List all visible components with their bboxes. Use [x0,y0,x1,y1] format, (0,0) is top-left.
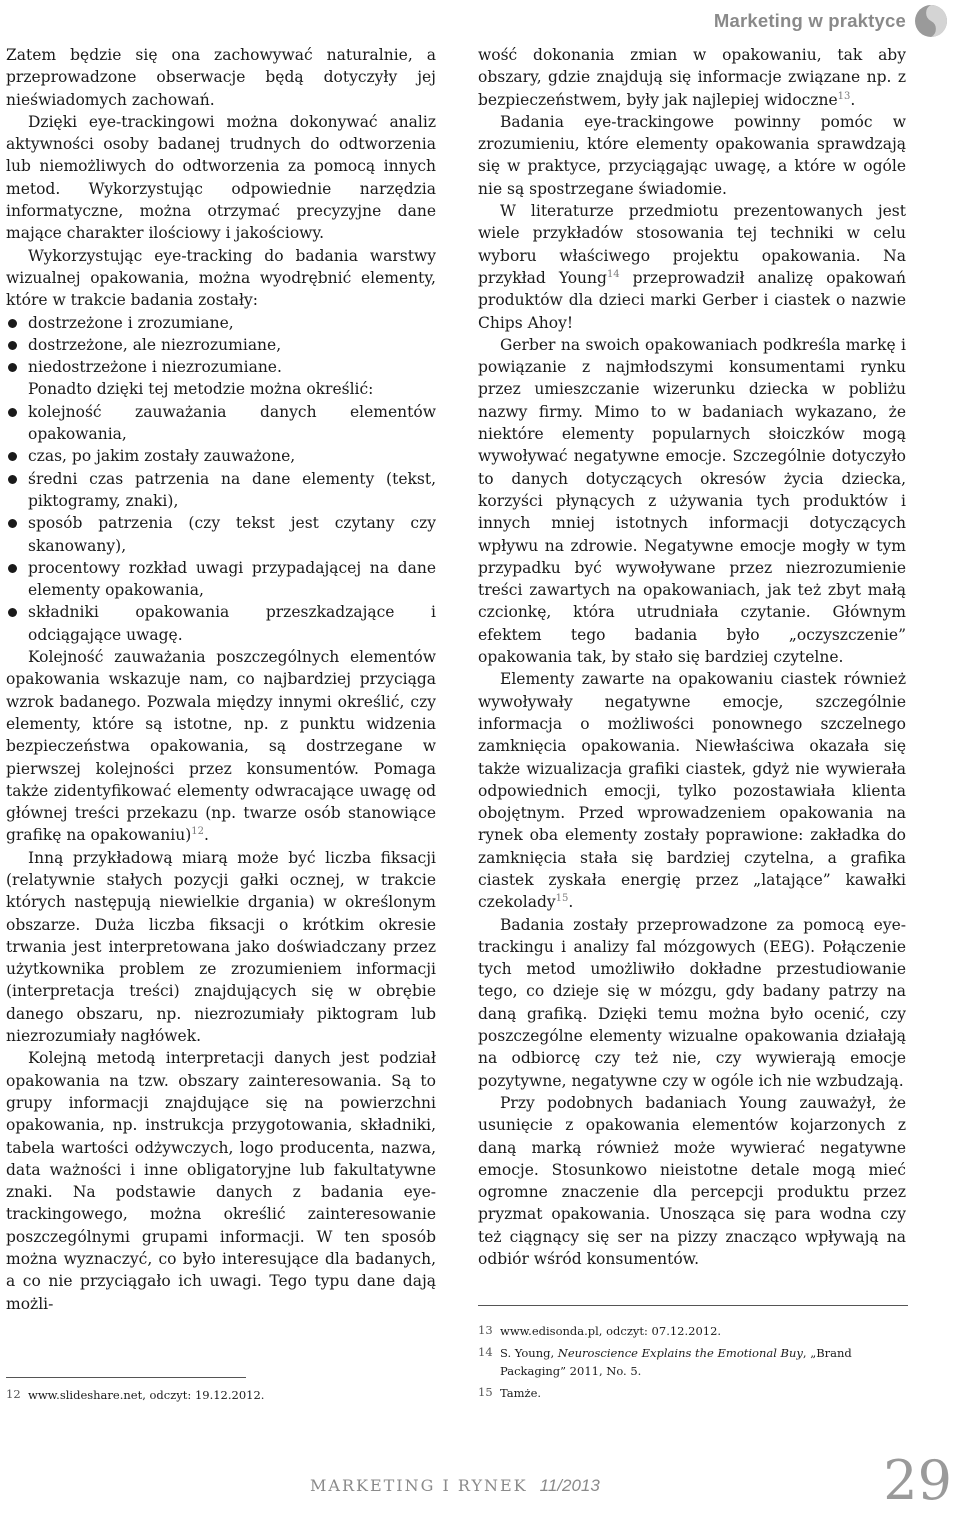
left-column [6,44,436,1315]
paragraph: Badania zostały przeprowadzone za pomocą eye-trackingu i analizy fal mózgowych (EEG). Połączenie tych metod umożliwiło dokładne przestudiowanie tego, co dzieje się w mózgu, gdy badany patrzy na daną grafiką. Dzięki temu można było ocenić, czy poszczególne elementy wizualne opakowania działają na odbiorcę czy też nie, czy wywierają emocje pozytywne, negatywne czy w ogóle ich nie wzbudzają. [478,915,906,1090]
list-item: czas, po jakim zostały zauważone, [6,445,436,467]
bullet-icon [8,341,17,350]
paragraph: W literaturze przedmiotu prezentowanych jest wiele przykładów stosowania tej techniki w celu wyboru właściwego projektu opakowania. Na przykład Young$^{14}$ przeprowadził analizę opakowań produktów dla dzieci marki Gerber i ciastek o nazwie Chips Ahoy! [478,202,906,332]
paragraph: Inną przykładową miarą może być liczba fiksacji (relatywnie stałych pozycji gałki ocznej, w trakcie których następują niewielkie drgania) w określonym obszarze. Duża liczba fiksacji o krótkim okresie trwania jest interpretowana jako doświadczany przez użytkownika problem ze zrozumieniem informacji (interpretacja treści) znajdujących się w obrębie danego obszaru, np. niezrozumiały piktogram lub niezrozumiały nagłówek. [6,848,436,1046]
footnote-ref: 12 [191,826,204,838]
right-column [478,44,906,1270]
list-item: kolejność zauważania danych elementów opakowania, [6,401,436,446]
page-footer [310,1476,600,1496]
list-item: składniki opakowania przeszkadzające i odciągające uwagę. [6,601,436,646]
issue-number: 11/2013 [539,1476,600,1495]
section-title: Marketing w praktyce [713,10,906,31]
section-header [714,4,948,38]
paragraph: Zatem będzie się ona zachowywać naturalnie, a przeprowadzone obserwacje będą dotyczyły jej nieświadomych zachowań. [6,46,436,109]
paragraph: Przy podobnych badaniach Young zauważył, że usunięcie z opakowania elementów kojarzonych z daną marką również może wywierać negatywne emocje. Stosunkowo nieistotne detale mogą mieć ogromne znaczenie dla percepcji produktu przez pryzmat opakowania. Unosząca się para wodna czy też ciągnący się ser na pizzy znacząco wpływają na odbiór wśród konsumentów. [478,1093,906,1269]
footnote-number: 12 [6,1387,21,1401]
footnote-ref: 15 [555,893,569,905]
page-number: 29 [883,1449,952,1512]
bullet-icon [8,408,17,417]
magazine-name: MARKETING I RYNEK [310,1476,528,1495]
footnote-ref: 14 [606,268,620,280]
footnote-number: 14 [478,1345,493,1359]
list-item: dostrzeżone i zrozumiane, [6,312,436,334]
list-item: procentowy rozkład uwagi przypadającej na dane elementy opakowania, [6,557,436,602]
footnote-text: S. Young, Neuroscience Explains the Emotional Buy, „Brand Packaging” 2011, No. 5. [500,1346,852,1378]
footnote-text: www.edisonda.pl, odczyt: 07.12.2012. [500,1324,722,1338]
paragraph: Kolejność zauważania poszczególnych elementów opakowania wskazuje nam, co najbardziej przyciąga wzrok badanego. Pozwala między innymi określić, czy elementy, które są istotne, np. z punktu widzenia bezpieczeństwa opakowania, są dostrzegane w pierwszej kolejności przez konsumentów. Pomaga także zidentyfikować elementy odwracające uwagę od głównej treści przekazu (np. twarze osób stanowiące grafikę na opakowaniu)$^{12}$. [6,648,436,845]
footnote-ref: 13 [837,90,851,102]
paragraph: Badania eye-trackingowe powinny pomóc w zrozumieniu, które elementy opakowania sprawdzają się w praktyce, przyciągając uwagę, a które w ogóle nie są spostrzegane świadomie. [478,112,906,198]
footnote-divider [478,1305,908,1306]
bullet-icon [8,452,17,461]
right-footnotes [478,1322,906,1402]
list-item: niedostrzeżone i niezrozumiane. [6,356,436,378]
bullet-list [6,401,436,646]
footnote [478,1384,906,1402]
paragraph: wość dokonania zmian w opakowaniu, tak aby obszary, gdzie znajdują się informacje związane np. z bezpieczeństwem, były jak najlepiej widoczne$^{13}$. [478,46,906,109]
footnote-text: Tamże. [500,1386,542,1400]
bullet-list [6,312,436,379]
footnote [6,1386,436,1404]
bullet-icon [8,564,17,573]
list-item: średni czas patrzenia na dane elementy (tekst, piktogramy, znaki), [6,468,436,513]
left-footnotes [6,1386,436,1404]
bullet-icon [8,608,17,617]
paragraph: Dzięki eye-trackingowi można dokonywać analiz aktywności osoby badanej trudnych do odtworzenia lub niemożliwych do odtworzenia za pomocą innych metod. Wykorzystując odpowiednie narzędzia informatyczne, można otrzymać precyzyjne dane mające charakter ilościowy i jakościowy. [6,112,436,243]
bullet-icon [8,475,17,484]
paragraph: Elementy zawarte na opakowaniu ciastek również wywoływały negatywne emocje, szczególnie informacja o możliwości ponownego szczelnego zamknięcia opakowania. Niewłaściwa okazała się także wizualizacja grafiki ciastek, gdyż nie wywierała odpowiednich emocji, tylko pozostawiała klienta obojętnym. Przed wprowadzeniem opakowania na rynek oba elementy zostały poprawione: zakładka do zamknięcia stała się bardziej czytelna, a grafika ciastek zyskała energię przez „latające” kawałki czekolady$^{15}$. [478,670,906,912]
paragraph: Ponadto dzięki tej metodzie można określić: [28,380,374,399]
footnote-text: www.slideshare.net, odczyt: 19.12.2012. [28,1388,265,1402]
footnote-number: 15 [478,1385,493,1399]
section-logo-icon [914,4,948,38]
paragraph: Gerber na swoich opakowaniach podkreśla markę i powiązanie z najmłodszymi konsumentami rynku przez umieszczanie wizerunku dziecka w pobliżu nazwy firmy. Mimo to w badaniach wykazano, że niektóre elementy popularnych słoiczków mogą wywoływać negatywne emocje. Szczególnie dotyczyło to danych dotyczących okresów życia dziecka, korzyści płynących z używania tych produktów i innych mniej istotnych informacji dotyczących wpływu na zdrowie. Negatywne emocje mogły w tym przypadku być wywoływane przez niezrozumienie treści zawartych na opakowaniach, jak też zbyt małą czcionkę, która utrudniała czytanie. Głównym efektem tego badania było „oczyszczenie” opakowania tak, by stało się bardziej czytelne. [478,335,906,667]
paragraph: Kolejną metodą interpretacji danych jest podział opakowania na tzw. obszary zainteresowania. Są to grupy informacji znajdujące się na powierzchni opakowania, np. instrukcja przygotowania, składniki, tabela wartości odżywczych, logo producenta, nazwa, data ważności i inne obligatoryjne lub fakultatywne znaki. Na podstawie danych z badania eye-trackingowego, można określić zainteresowanie poszczególnymi grupami informacji. W ten sposób można wyznaczyć, co było interesujące dla badanych, a co nie przyciągało ich uwagi. Tego typu dane dają możli- [6,1049,436,1313]
footnote-divider [6,1377,246,1378]
footnote-number: 13 [478,1323,493,1337]
bullet-icon [8,363,17,372]
bullet-icon [8,519,17,528]
list-item: sposób patrzenia (czy tekst jest czytany czy skanowany), [6,512,436,557]
bullet-icon [8,319,17,328]
footnote [478,1322,906,1340]
footnote [478,1344,906,1380]
list-item: dostrzeżone, ale niezrozumiane, [6,334,436,356]
paragraph: Wykorzystując eye-tracking do badania warstwy wizualnej opakowania, można wyodrębnić elementy, które w trakcie badania zostały: [6,246,436,310]
